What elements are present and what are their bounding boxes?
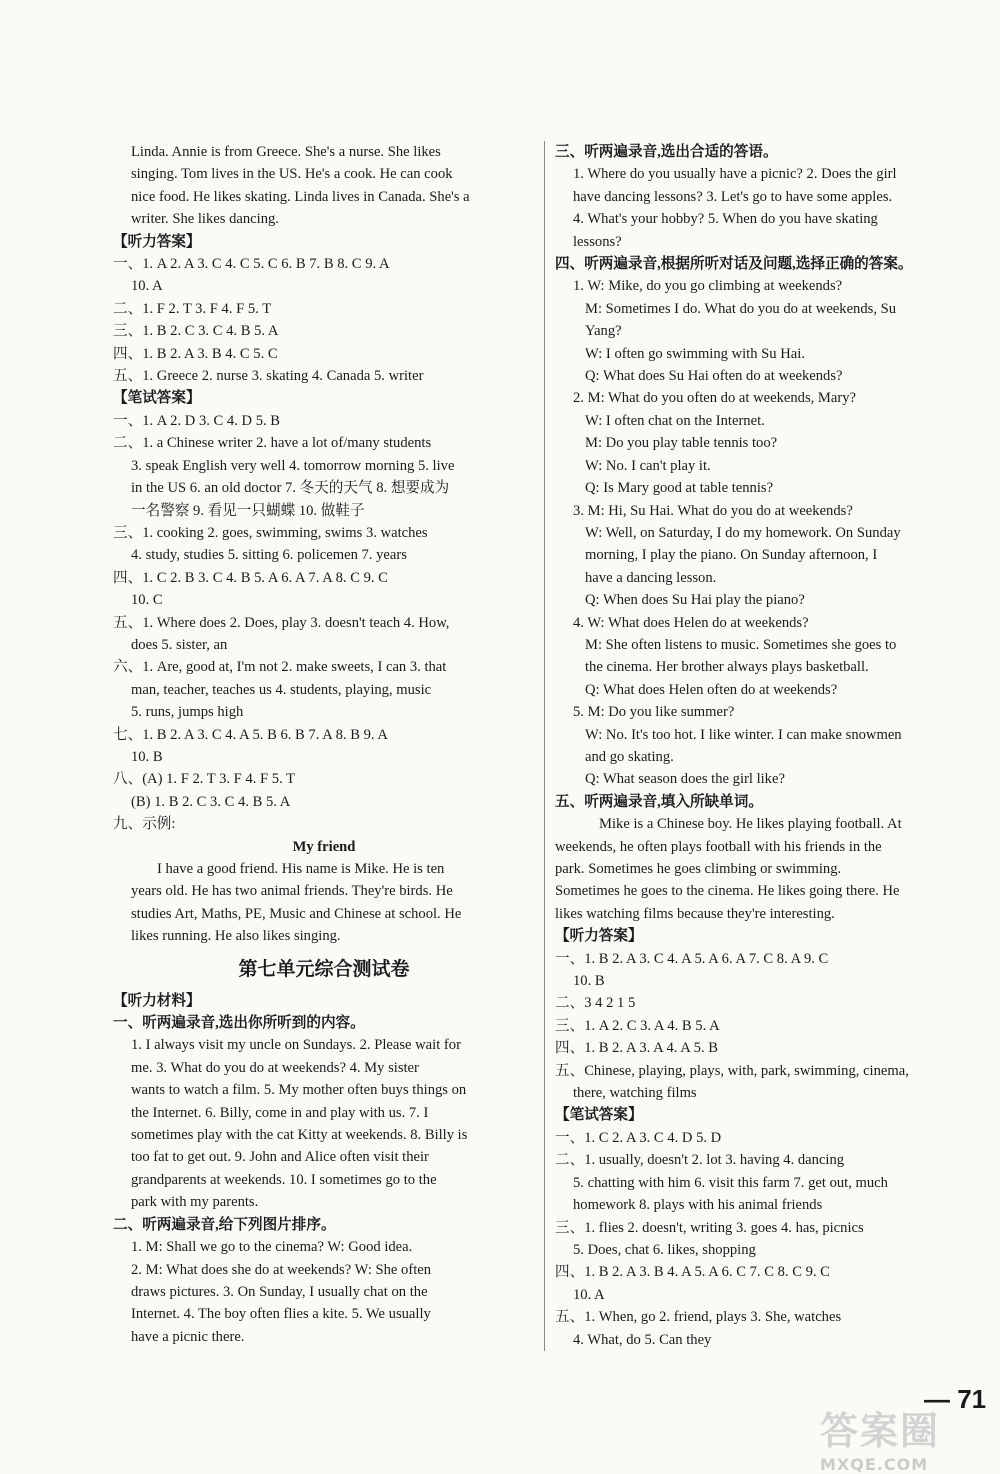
text-line: 一、1. C 2. A 3. C 4. D 5. D xyxy=(555,1129,722,1146)
text-line: 九、示例: xyxy=(113,816,176,833)
section-heading: 四、听两遍录音,根据所听对话及问题,选择正确的答案。 xyxy=(555,256,913,273)
text-line: Sometimes he goes to the cinema. He likes going there. He xyxy=(555,883,900,900)
text-line: 5. Does, chat 6. likes, shopping xyxy=(573,1241,756,1258)
text-line: 5. M: Do you like summer? xyxy=(573,704,735,721)
text-line: 10. C xyxy=(131,592,163,609)
text-line: park. Sometimes he goes climbing or swimming. xyxy=(555,861,842,877)
text-line: 1. Where do you usually have a picnic? 2. Does the girl xyxy=(573,166,897,183)
text-line: M: Do you play table tennis too? xyxy=(585,435,778,452)
text-line: draws pictures. 3. On Sunday, I usually chat on the xyxy=(131,1283,428,1300)
text-line: W: Well, on Saturday, I do my homework. On Sunday xyxy=(585,524,901,541)
text-line: nice food. He likes skating. Linda lives in Canada. She's a xyxy=(131,188,470,205)
text-line: the cinema. Her brother always plays basketball. xyxy=(585,659,869,676)
text-line: 一名警察 9. 看见一只蝴蝶 10. 做鞋子 xyxy=(131,502,365,519)
text-line: 3. speak English very well 4. tomorrow morning 5. live xyxy=(131,457,455,474)
text-line: lessons? xyxy=(573,233,622,250)
text-line: Q: What does Helen often do at weekends? xyxy=(585,681,838,698)
section-heading: 【笔试答案】 xyxy=(555,1107,643,1124)
text-line: Linda. Annie is from Greece. She's a nurse. She likes xyxy=(131,144,441,160)
text-line: likes running. He also likes singing. xyxy=(131,928,341,945)
text-line: 1. M: Shall we go to the cinema? W: Good idea. xyxy=(131,1239,413,1256)
text-line: 七、1. B 2. A 3. C 4. A 5. B 6. B 7. A 8. B 9. A xyxy=(113,726,388,743)
text-line: and go skating. xyxy=(585,748,674,765)
left-column xyxy=(113,141,535,1348)
text-line: 二、1. a Chinese writer 2. have a lot of/many students xyxy=(113,435,432,452)
page-number: — 71 xyxy=(924,1384,987,1414)
text-line: park with my parents. xyxy=(131,1194,259,1211)
text-line: 1. W: Mike, do you go climbing at weekends? xyxy=(573,278,843,295)
text-line: 一、1. A 2. A 3. C 4. C 5. C 6. B 7. B 8. C 9. A xyxy=(113,256,390,273)
section-heading: 【听力材料】 xyxy=(113,992,201,1009)
text-line: 二、1. usually, doesn't 2. lot 3. having 4. dancing xyxy=(555,1152,845,1169)
text-line: (B) 1. B 2. C 3. C 4. B 5. A xyxy=(131,793,291,810)
text-line: have a picnic there. xyxy=(131,1328,245,1345)
text-line: singing. Tom lives in the US. He's a cook. He can cook xyxy=(131,166,453,183)
text-line: W: No. I can't play it. xyxy=(585,457,711,474)
text-line: 2. M: What does she do at weekends? W: She often xyxy=(131,1261,432,1278)
text-line: 一、1. B 2. A 3. C 4. A 5. A 6. A 7. C 8. A 9. C xyxy=(555,950,829,967)
column-divider xyxy=(544,141,545,1351)
text-line: 4. What, do 5. Can they xyxy=(573,1331,712,1348)
text-line: 五、1. Where does 2. Does, play 3. doesn't teach 4. How, xyxy=(113,614,450,631)
section-heading: 二、听两遍录音,给下列图片排序。 xyxy=(113,1216,336,1233)
section-heading: 一、听两遍录音,选出你所听到的内容。 xyxy=(113,1015,365,1032)
text-line: weekends, he often plays football with his friends in the xyxy=(555,838,882,855)
text-line: 五、Chinese, playing, plays, with, park, swimming, cinema, xyxy=(555,1062,909,1079)
text-line: years old. He has two animal friends. They're birds. He xyxy=(131,883,453,900)
text-line: 10. B xyxy=(573,973,605,990)
text-line: 四、1. C 2. B 3. C 4. B 5. A 6. A 7. A 8. C 9. C xyxy=(113,569,388,586)
text-line: morning, I play the piano. On Sunday afternoon, I xyxy=(585,547,878,564)
text-line: W: I often go swimming with Su Hai. xyxy=(585,345,805,362)
text-line: likes watching films because they're interesting. xyxy=(555,905,835,922)
text-line: 5. runs, jumps high xyxy=(131,704,244,721)
text-line: 一、1. A 2. D 3. C 4. D 5. B xyxy=(113,412,281,429)
text-line: man, teacher, teaches us 4. students, playing, music xyxy=(131,681,432,698)
text-line: 六、1. Are, good at, I'm not 2. make sweets, I can 3. that xyxy=(113,659,447,676)
text-line: grandparents at weekends. 10. I sometimes go to the xyxy=(131,1171,437,1188)
text-line: does 5. sister, an xyxy=(131,636,228,653)
watermark-text: 答案圈 xyxy=(820,1409,941,1453)
text-line: 4. W: What does Helen do at weekends? xyxy=(573,614,809,631)
text-line: homework 8. plays with his animal friends xyxy=(573,1197,823,1214)
text-line: Q: What does Su Hai often do at weekends? xyxy=(585,368,843,385)
text-line: Q: What season does the girl like? xyxy=(585,771,785,788)
text-line: studies Art, Maths, PE, Music and Chinese at school. He xyxy=(131,905,462,922)
essay-title: My friend xyxy=(292,838,356,855)
section-heading: 【听力答案】 xyxy=(113,233,201,250)
section-heading: 【听力答案】 xyxy=(555,928,643,945)
text-line: 4. What's your hobby? 5. When do you have skating xyxy=(573,211,878,228)
text-line: 三、1. flies 2. doesn't, writing 3. goes 4. has, picnics xyxy=(555,1219,864,1236)
text-line: M: Sometimes I do. What do you do at weekends, Su xyxy=(585,300,897,317)
text-line: 5. chatting with him 6. visit this farm 7. get out, much xyxy=(573,1174,888,1191)
text-line: me. 3. What do you do at weekends? 4. My sister xyxy=(131,1059,419,1076)
text-line: there, watching films xyxy=(573,1085,697,1102)
text-line: Q: Is Mary good at table tennis? xyxy=(585,480,774,497)
text-line: Q: When does Su Hai play the piano? xyxy=(585,592,805,609)
text-line: in the US 6. an old doctor 7. 冬天的天气 8. 想要成为 xyxy=(131,480,450,497)
text-line: have dancing lessons? 3. Let's go to have some apples. xyxy=(573,188,893,205)
section-heading: 【笔试答案】 xyxy=(113,390,201,407)
text-line: W: No. It's too hot. I like winter. I can make snowmen xyxy=(585,726,902,743)
text-line: too fat to get out. 9. John and Alice often visit their xyxy=(131,1149,429,1166)
section-heading: 五、听两遍录音,填入所缺单词。 xyxy=(555,793,763,810)
text-line: 2. M: What do you often do at weekends, Mary? xyxy=(573,390,857,407)
text-line: 二、3 4 2 1 5 xyxy=(555,995,636,1012)
text-line: 四、1. B 2. A 3. B 4. C 5. C xyxy=(113,345,278,362)
unit-title: 第七单元综合测试卷 xyxy=(238,957,410,980)
text-line: Yang? xyxy=(585,323,622,340)
text-line: sometimes play with the cat Kitty at weekends. 8. Billy is xyxy=(131,1127,468,1144)
text-line: 三、1. B 2. C 3. C 4. B 5. A xyxy=(113,323,279,340)
text-line: wants to watch a film. 5. My mother often buys things on xyxy=(131,1082,467,1099)
text-line: W: I often chat on the Internet. xyxy=(585,412,765,429)
right-column xyxy=(555,141,977,1351)
text-line: 三、1. cooking 2. goes, swimming, swims 3. watches xyxy=(113,524,428,541)
text-line: 五、1. When, go 2. friend, plays 3. She, watches xyxy=(555,1309,842,1326)
text-line: I have a good friend. His name is Mike. He is ten xyxy=(157,861,445,877)
text-line: writer. She likes dancing. xyxy=(131,211,279,228)
text-line: 3. M: Hi, Su Hai. What do you do at weekends? xyxy=(573,502,853,519)
text-line: 4. study, studies 5. sitting 6. policemen 7. years xyxy=(131,547,407,564)
text-line: 三、1. A 2. C 3. A 4. B 5. A xyxy=(555,1017,720,1034)
text-line: 八、(A) 1. F 2. T 3. F 4. F 5. T xyxy=(113,771,296,788)
watermark-url: MXQE.COM xyxy=(820,1455,929,1474)
text-line: 10. B xyxy=(131,748,163,765)
text-line: 二、1. F 2. T 3. F 4. F 5. T xyxy=(113,300,272,317)
text-line: 10. A xyxy=(573,1286,605,1303)
watermark-logo xyxy=(820,1400,990,1474)
text-line: Mike is a Chinese boy. He likes playing football. At xyxy=(599,816,902,833)
text-line: M: She often listens to music. Sometimes she goes to xyxy=(585,636,897,653)
text-line: have a dancing lesson. xyxy=(585,569,717,586)
text-line: the Internet. 6. Billy, come in and play with us. 7. I xyxy=(131,1104,429,1121)
text-line: 四、1. B 2. A 3. B 4. A 5. A 6. C 7. C 8. C 9. C xyxy=(555,1264,830,1281)
text-line: 1. I always visit my uncle on Sundays. 2. Please wait for xyxy=(131,1037,461,1054)
text-line: 五、1. Greece 2. nurse 3. skating 4. Canada 5. writer xyxy=(113,368,424,385)
text-line: 10. A xyxy=(131,278,163,295)
text-line: 四、1. B 2. A 3. A 4. A 5. B xyxy=(555,1040,719,1057)
section-heading: 三、听两遍录音,选出合适的答语。 xyxy=(555,144,778,160)
text-line: Internet. 4. The boy often flies a kite. 5. We usually xyxy=(131,1306,431,1323)
